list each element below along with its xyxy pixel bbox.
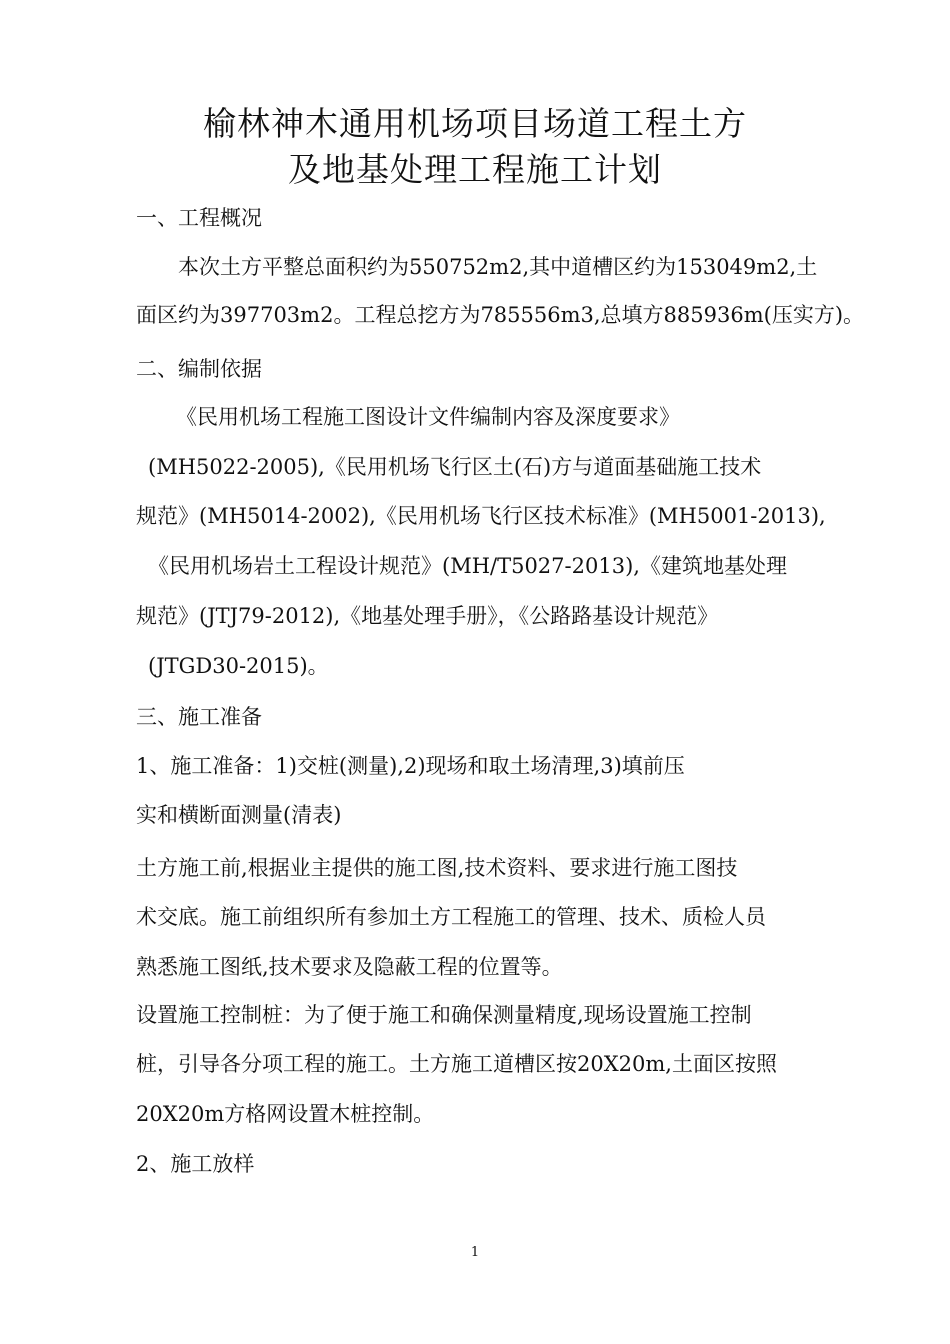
paragraph-line: 本次土方平整总面积约为550752m2,其中道槽区约为153049m2,土 [178,255,818,279]
paragraph-line: 术交底。施工前组织所有参加土方工程施工的管理、技术、质检人员 [136,905,766,929]
paragraph-line: 面区约为397703m2。工程总挖方为785556m3,总填方885936m(压实方)。 [136,303,865,327]
paragraph-line: 实和横断面测量(清表) [136,803,342,827]
document-title-line-1: 榆林神木通用机场项目场道工程土方 [203,104,747,143]
paragraph-line: 桩，引导各分项工程的施工。土方施工道槽区按20X20m,土面区按照 [136,1052,777,1076]
section-heading-basis: 二、编制依据 [136,357,262,381]
section-heading-overview: 一、工程概况 [136,206,262,230]
paragraph-line: (MH5022-2005),《民用机场飞行区土(石)方与道面基础施工技术 [148,455,762,479]
paragraph-line: 1、施工准备：1)交桩(测量),2)现场和取土场清理,3)填前压 [136,754,685,778]
paragraph-line: 20X20m方格网设置木桩控制。 [136,1102,435,1126]
paragraph-line: 规范》(JTJ79-2012),《地基处理手册》，《公路路基设计规范》 [136,604,719,628]
paragraph-line: 规范》(MH5014-2002),《民用机场飞行区技术标准》(MH5001-2013), [136,504,826,528]
paragraph-line: 土方施工前,根据业主提供的施工图,技术资料、要求进行施工图技 [136,856,738,880]
paragraph-line: 熟悉施工图纸,技术要求及隐蔽工程的位置等。 [136,955,563,979]
section-heading-layout: 2、施工放样 [136,1152,255,1176]
paragraph-line: 设置施工控制桩：为了便于施工和确保测量精度,现场设置施工控制 [136,1003,752,1027]
document-title-line-2: 及地基处理工程施工计划 [288,150,662,189]
paragraph-line: 《民用机场岩土工程设计规范》(MH/T5027-2013),《建筑地基处理 [148,554,787,578]
page-number: 1 [470,1245,480,1260]
paragraph-line: 《民用机场工程施工图设计文件编制内容及深度要求》 [176,405,680,429]
section-heading-preparation: 三、施工准备 [136,705,262,729]
paragraph-line: (JTGD30-2015)。 [148,654,329,678]
